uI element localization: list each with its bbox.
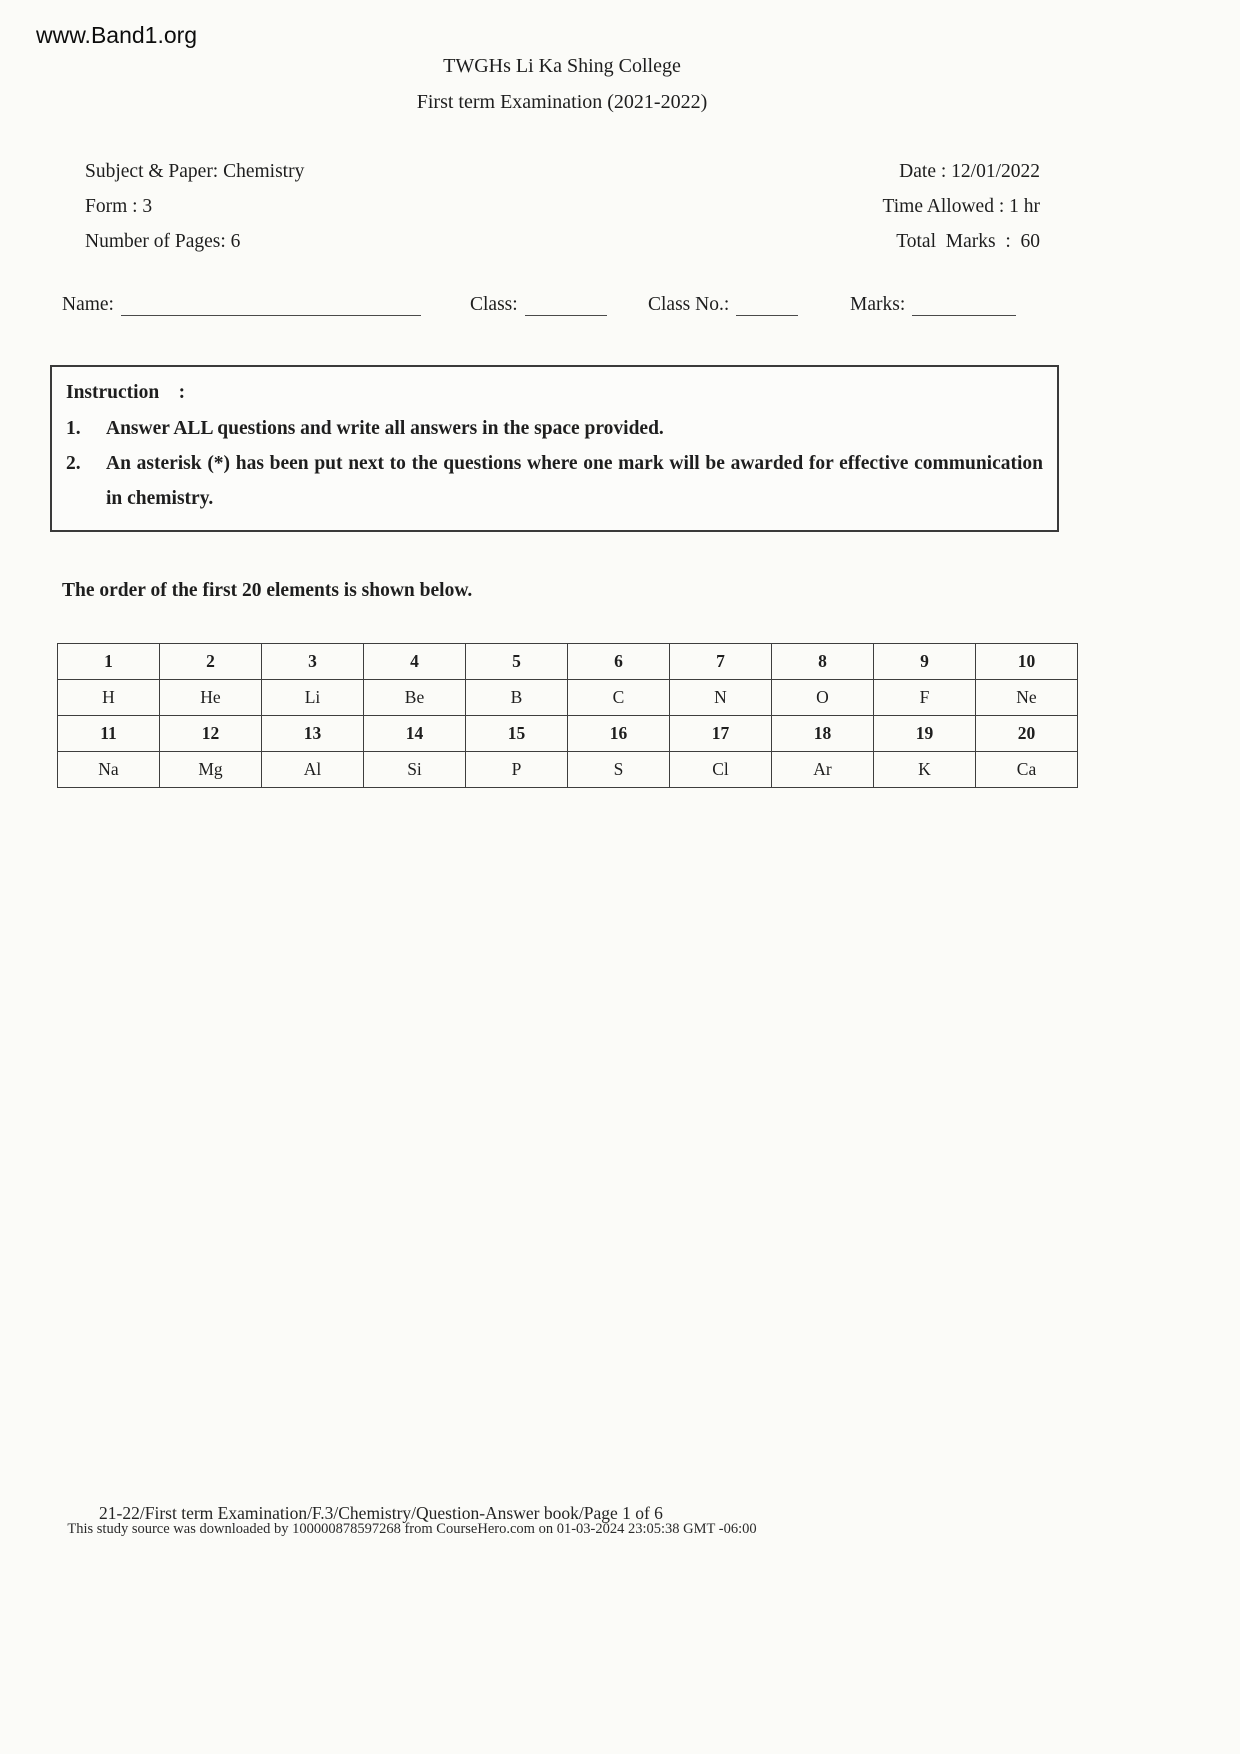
element-symbol-cell: Be [364, 680, 466, 716]
footer-download-note: This study source was downloaded by 100000878597268 from CourseHero.com on 01-03-2024 23:05:38 GMT -06:00 [67, 1521, 757, 1537]
element-symbol-cell: C [568, 680, 670, 716]
class-field [470, 294, 607, 316]
atomic-number-cell: 7 [670, 644, 772, 680]
element-symbol-cell: H [58, 680, 160, 716]
marks-field [850, 294, 1016, 316]
atomic-number-cell: 19 [874, 716, 976, 752]
marks-blank-line [912, 294, 1016, 316]
document-header [0, 48, 1124, 120]
class-no-field [648, 294, 798, 316]
atomic-number-cell: 15 [466, 716, 568, 752]
instruction-item-1-number: 1. [66, 418, 81, 439]
element-symbol-cell: Li [262, 680, 364, 716]
element-symbol-cell: Ca [976, 752, 1078, 788]
exam-meta-left [85, 154, 304, 259]
atomic-number-cell: 14 [364, 716, 466, 752]
school-name: TWGHs Li Ka Shing College [443, 55, 681, 77]
elements-table [57, 643, 1078, 788]
instruction-title: Instruction : [66, 382, 186, 403]
element-symbol-cell: O [772, 680, 874, 716]
element-symbol-cell: Al [262, 752, 364, 788]
element-symbol-row [58, 752, 1078, 788]
elements-intro-text: The order of the first 20 elements is shown below. [62, 580, 473, 601]
elements-table-body [58, 644, 1078, 788]
marks-label: Marks: [850, 294, 906, 315]
name-blank-line [121, 294, 421, 316]
atomic-number-cell: 10 [976, 644, 1078, 680]
time-allowed: Time Allowed : 1 hr [882, 196, 1040, 217]
exam-meta-right [883, 154, 1040, 259]
atomic-number-cell: 1 [58, 644, 160, 680]
element-symbol-cell: N [670, 680, 772, 716]
form-level: Form : 3 [85, 196, 153, 217]
atomic-number-cell: 4 [364, 644, 466, 680]
class-label: Class: [470, 294, 518, 315]
atomic-number-cell: 5 [466, 644, 568, 680]
atomic-number-cell: 16 [568, 716, 670, 752]
student-info-row [0, 294, 1240, 324]
atomic-number-cell: 17 [670, 716, 772, 752]
exam-date: Date : 12/01/2022 [899, 161, 1040, 182]
subject-paper: Subject & Paper: Chemistry [85, 161, 305, 182]
footer-doc-reference: 21-22/First term Examination/F.3/Chemistry/Question-Answer book/Page 1 of 6 [99, 1503, 663, 1523]
element-symbol-cell: Mg [160, 752, 262, 788]
instruction-item-2-text: An asterisk (*) has been put next to the questions where one mark will be awarded for effective communication in chemistry. [106, 453, 1043, 509]
element-symbol-cell: Ar [772, 752, 874, 788]
atomic-number-cell: 12 [160, 716, 262, 752]
atomic-number-cell: 9 [874, 644, 976, 680]
element-symbol-cell: F [874, 680, 976, 716]
class-no-blank-line [736, 294, 798, 316]
element-symbol-cell: B [466, 680, 568, 716]
atomic-number-cell: 2 [160, 644, 262, 680]
number-of-pages: Number of Pages: 6 [85, 231, 241, 252]
instruction-item-2 [66, 446, 1043, 516]
element-symbol-cell: Na [58, 752, 160, 788]
class-blank-line [525, 294, 607, 316]
element-symbol-row [58, 680, 1078, 716]
atomic-number-cell: 6 [568, 644, 670, 680]
atomic-number-cell: 20 [976, 716, 1078, 752]
element-symbol-cell: He [160, 680, 262, 716]
atomic-number-row [58, 644, 1078, 680]
element-symbol-cell: Si [364, 752, 466, 788]
name-field [62, 294, 421, 316]
instruction-item-1-text: Answer ALL questions and write all answers in the space provided. [106, 418, 664, 439]
name-label: Name: [62, 294, 114, 315]
watermark-band1: www.Band1.org [36, 22, 198, 48]
element-symbol-cell: S [568, 752, 670, 788]
atomic-number-cell: 8 [772, 644, 874, 680]
element-symbol-cell: P [466, 752, 568, 788]
instruction-item-2-number: 2. [66, 453, 81, 474]
atomic-number-cell: 3 [262, 644, 364, 680]
atomic-number-cell: 13 [262, 716, 364, 752]
instruction-box [50, 365, 1059, 532]
atomic-number-cell: 11 [58, 716, 160, 752]
atomic-number-row [58, 716, 1078, 752]
class-no-label: Class No.: [648, 294, 730, 315]
atomic-number-cell: 18 [772, 716, 874, 752]
element-symbol-cell: Cl [670, 752, 772, 788]
instruction-item-1 [66, 411, 1043, 446]
exam-title: First term Examination (2021-2022) [416, 91, 708, 113]
element-symbol-cell: K [874, 752, 976, 788]
total-marks: Total Marks : 60 [896, 231, 1040, 252]
element-symbol-cell: Ne [976, 680, 1078, 716]
